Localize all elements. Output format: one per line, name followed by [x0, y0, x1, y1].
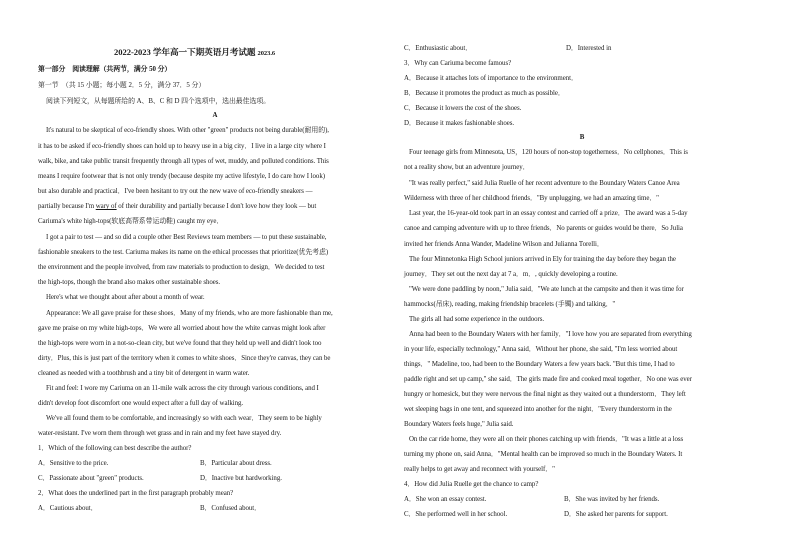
option: D．Inactive but hardworking. — [200, 475, 282, 482]
passage-b-line: in your life, especially technology," Anna said．Without her phone, she said, "I'm less worried about — [404, 346, 678, 353]
passage-b-line: The four Minnetonka High School juniors arrived in Ely for training the day before they began the — [409, 256, 676, 263]
question-stem: 4．How did Julia Ruelle get the chance to camp? — [404, 481, 539, 488]
passage-a-line: but also durable and practical．I've been hesitant to try out the new wave of eco-friendly sneakers — — [38, 188, 313, 195]
passage-a-line-underlined — [38, 202, 316, 211]
option: C．Passionate about "green" products. — [38, 475, 144, 482]
passage-b-line: hungry or homesick, but they were nervous the final night as they waited out a thunderstorm．They left — [404, 391, 686, 398]
passage-a-line: fashionable sneakers to the test. Cariuma makes its name on the ethical processes that prioritize(优先考虑) — [38, 249, 329, 256]
option: D．She asked her parents for support. — [564, 511, 668, 518]
passage-b-line: Wilderness with three of her childhood friends．"By unplugging, we had an amazing time．" — [404, 195, 659, 202]
passage-b-line: Last year, the 16-year-old took part in an essay contest and carried off a prize．The award was a 5-day — [409, 210, 688, 217]
option: B．Particular about dress. — [200, 460, 272, 467]
passage-a-line: Fit and feel: I wore my Cariuma on an 11-mile walk across the city through various conditions, and I — [46, 385, 319, 392]
passage-b-line: The girls all had some experience in the outdoors. — [409, 316, 545, 323]
passage-b-line: hammocks(吊床), reading, making friendship bracelets (手镯) and talking．" — [404, 301, 616, 308]
option: A．Cautious about． — [38, 505, 98, 512]
question-stem: 2．What does the underlined part in the first paragraph probably mean? — [38, 490, 234, 497]
option: D．Because it makes fashionable shoes. — [404, 120, 515, 127]
passage-a-line: means I require footwear that is not only trendy (because despite my active lifestyle, I do care how I look) — [38, 173, 325, 180]
left-column — [38, 0, 392, 560]
passage-b-line: Boundary Waters feels huge," Julia said. — [404, 421, 514, 428]
passage-b-line: paddle right and set up camp," she said．The girls made fire and cooked meal together．No one was ever — [404, 376, 692, 383]
passage-b-line: On the car ride home, they were all on their phones catching up with friends．"It was a little at a loss — [409, 436, 684, 443]
title-text: 2022-2023 学年高一下期英语月考试题 — [114, 47, 256, 57]
right-column — [404, 0, 760, 560]
passage-a-line: Here's what we thought about after about a month of wear. — [46, 294, 205, 301]
passage-a-line: the environment and the people involved, from raw materials to production to design．We decided to test — [38, 264, 325, 271]
passage-a-line: walk, bike, and take public transit frequently through all types of wet, muddy, and polluted conditions. This — [38, 158, 329, 165]
passage-a-line: We've all found them to be comfortable, and increasingly so with each wear．They seem to be highly — [46, 415, 322, 422]
option: C．Because it lowers the cost of the shoes. — [404, 105, 522, 112]
passage-b-line: "It was really perfect," said Julia Ruelle of her recent adventure to the Boundary Waters Canoe Area — [409, 180, 680, 187]
exam-title — [114, 48, 275, 58]
passage-b-line: Four teenage girls from Minnesota, US，120 hours of non-stop togetherness．No cellphones．This is — [409, 149, 688, 156]
passage-a-line: I got a pair to test — and so did a couple other Best Reviews team members — to put these sustainable, — [46, 234, 327, 241]
passage-a-line: gave me praise on my white high-tops．We were all worried about how the white canvas might look after — [38, 325, 326, 332]
passage-b-line: Anna had been to the Boundary Waters with her family．"I love how you are separated from everything — [409, 331, 692, 338]
passage-b-line: journey．They set out the next day at 7 a．m．, quickly developing a routine. — [404, 271, 618, 278]
option: C．Enthusiastic about． — [404, 45, 473, 52]
passage-a-line: It's natural to be skeptical of eco-friendly shoes. With other "green" products not being durable(耐用的), — [46, 127, 329, 134]
passage-b-line: "We were done paddling by noon," Julia said．"We ate lunch at the campsite and then it was time for — [409, 286, 684, 293]
passage-a-line: the high-tops were worn in a not-so-clean city, but we've found that they held up well and didn't look too — [38, 340, 322, 347]
passage-b-line: turning my phone on, said Anna．"Mental health can be improved so much in the Boundary Waters. It — [404, 451, 683, 458]
passage-a-line: dirty．Plus, this is just part of the territory when it comes to white shoes．Since they're canvas, they can be — [38, 355, 331, 362]
section-heading: 第一节 （共 15 小题；每小题 2．5 分，满分 37．5 分） — [38, 82, 206, 89]
option: B．She was invited by her friends. — [564, 496, 660, 503]
question-stem: 1．Which of the following can best describe the author? — [38, 445, 192, 452]
passage-b-line: really helps to get away and reconnect with yourself．" — [404, 466, 555, 473]
passage-b-line: invited her friends Anna Wander, Madeline Wilson and Julianna Torelli． — [404, 241, 604, 248]
question-stem: 3．Why can Cariuma become famous? — [404, 60, 512, 67]
passage-b-label: B — [579, 134, 585, 141]
underlined-phrase: wary of — [95, 203, 117, 210]
passage-b-line: canoe and camping adventure with up to three friends．No parents or guides would be there．So Julia — [404, 225, 683, 232]
option: A．She won an essay contest. — [404, 496, 487, 503]
option: A．Sensitive to the price. — [38, 460, 109, 467]
option: A．Because it attaches lots of importance to the environment． — [404, 75, 578, 82]
passage-a-line: didn't develop foot discomfort one would expect after a full day of walking. — [38, 400, 244, 407]
instruction: 阅读下列短文，从每题所给的 A、B、C 和 D 四个选项中，选出最佳选项。 — [46, 98, 271, 105]
passage-a-text: partially because I'm — [38, 203, 96, 210]
passage-a-line: it has to be asked if eco-friendly shoes can hold up to heavy use in a big city．I live in a large city where I — [38, 143, 326, 150]
passage-a-line: Appearance: We all gave praise for these shoes．Many of my friends, who are more fashionable than me, — [46, 310, 333, 317]
option: B．Confused about． — [200, 505, 261, 512]
option: B．Because it promotes the product as much as possible． — [404, 90, 565, 97]
passage-a-line: cleaned as needed with a toothbrush and a tiny bit of detergent in warm water. — [38, 370, 250, 377]
passage-a-text: of their durability and partially because I don't love how they look — but — [116, 203, 317, 210]
passage-b-line: not a reality show, but an adventure journey． — [404, 164, 530, 171]
passage-b-line: things．" Madeline, too, had been to the Boundary Waters a few years back. "But this time, I had to — [404, 361, 675, 368]
option: C．She performed well in her school. — [404, 511, 508, 518]
passage-a-line: Cariuma's white high-tops(软底高帮系带运动鞋) caught my eye． — [38, 218, 224, 225]
part-heading: 第一部分 阅读理解（共两节，满分 50 分） — [38, 66, 172, 73]
passage-a-line: the high-tops, though the brand also makes other sustainable shoes. — [38, 279, 221, 286]
title-date: 2023.6 — [257, 50, 276, 57]
passage-b-line: wet sleeping bags in one tent, and squeezed into another for the night．"Every thunderstorm in the — [404, 406, 672, 413]
option: D．Interested in — [566, 45, 612, 52]
passage-a-line: water-resistant. I've worn them through wet grass and in rain and my feet have stayed dry. — [38, 430, 282, 437]
passage-a-label: A — [212, 112, 218, 119]
